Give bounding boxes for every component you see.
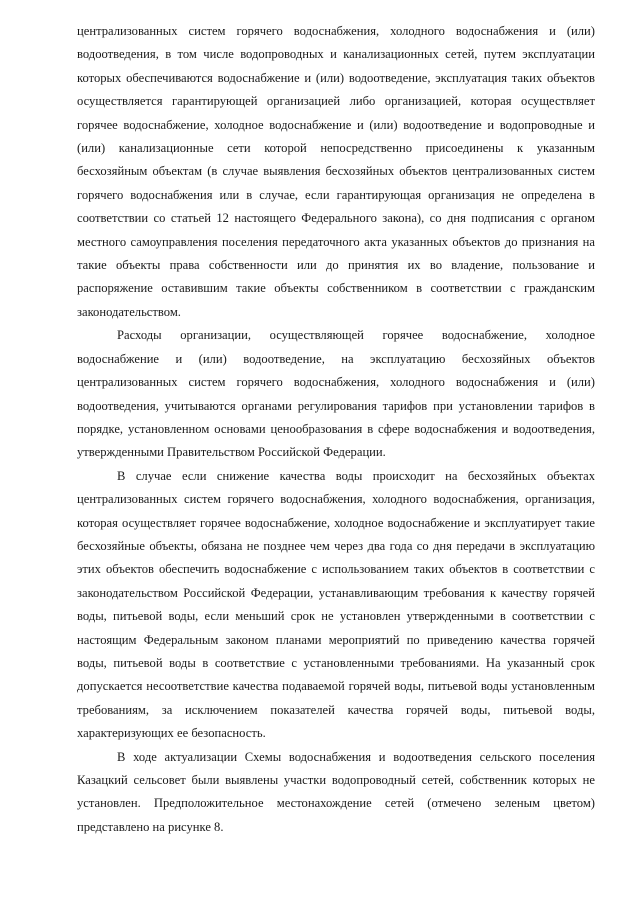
paragraph-scheme-update: В ходе актуализации Схемы водоснабжения и водоотведения сельского поселения Казацкий сельсовет были выявлены участки водопроводный сетей, собственник которых не установлен. Предположительное местонахождение сетей (отмечено зеленым цветом) представлено на рисунке 8.: [77, 749, 595, 834]
paragraph-ownerless-objects-operation: централизованных систем горячего водоснабжения, холодного водоснабжения и (или) водоотведения, в том числе водопроводных и канализационных сетей, путем эксплуатации которых обеспечиваются водоснабжение и (или) водоотведение, эксплуатация таких объектов осуществляется гарантирующей организацией либо организацией, которая осуществляет горячее водоснабжение, холодное водоснабжение и (или) водоотведение и водопроводные и (или) канализационные сети которой непосредственно присоединены к указанным бесхозяйным объектам (в случае выявления бесхозяйных объектов централизованных систем горячего водоснабжения или в случае, если гарантирующая организация не определена в соответствии со статьей 12 настоящего Федерального закона), со дня подписания с органом местного самоуправления поселения передаточного акта указанных объектов до признания на такие объекты права собственности или до принятия их во владение, пользование и распоряжение оставившим такие объекты собственником в соответствии с гражданским законодательством.: [77, 24, 595, 319]
document-page: [77, 20, 595, 839]
paragraph-water-quality: В случае если снижение качества воды происходит на бесхозяйных объектах централизованных систем горячего водоснабжения, холодного водоснабжения, организация, которая осуществляет горячее водоснабжение, холодное водоснабжение и эксплуатирует такие бесхозяйные объекты, обязана не позднее чем через два года со дня передачи в эксплуатацию этих объектов обеспечить водоснабжение с использованием таких объектов в соответствии с законодательством Российской Федерации, устанавливающим требования к качеству горячей воды, питьевой воды, если меньший срок не установлен утвержденными в соответствии с настоящим Федеральным законом планами мероприятий по приведению качества горячей воды, питьевой воды в соответствие с установленными требованиями. На указанный срок допускается несоответствие качества подаваемой горячей воды, питьевой воды установленным требованиям, за исключением показателей качества горячей воды, питьевой воды, характеризующих ее безопасность.: [77, 468, 595, 741]
paragraph-operating-expenses: Расходы организации, осуществляющей горячее водоснабжение, холодное водоснабжение и (или) водоотведение, на эксплуатацию бесхозяйных объектов централизованных систем горячего водоснабжения, холодного водоснабжения и (или) водоотведения, учитываются органами регулирования тарифов при установлении тарифов в порядке, установленном основами ценообразования в сфере водоснабжения и водоотведения, утвержденными Правительством Российской Федерации.: [77, 328, 595, 460]
